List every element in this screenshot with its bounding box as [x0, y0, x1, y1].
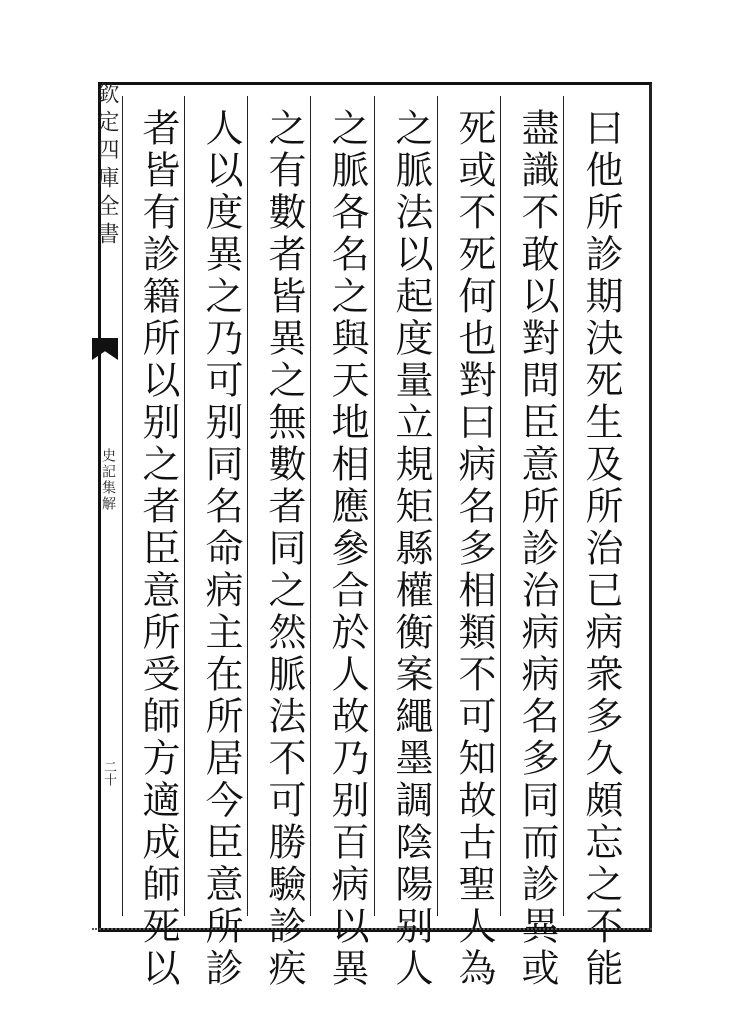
margin-title: 欽定四庫全書 [94, 82, 119, 250]
bottom-edge [92, 928, 652, 934]
text-column-4: 之脈法以起度量立規矩縣權衡案繩墨調陰陽别人 [389, 108, 433, 990]
text-column-8: 者皆有診籍所以别之者臣意所受師方適成師死以 [136, 108, 180, 990]
book-title: 史記集解 [100, 448, 116, 512]
text-column-2: 盡識不敢以對問臣意所診治病病名多同而診異或 [515, 108, 559, 990]
text-column-3: 死或不死何也對曰病名多相類不可知故古聖人為 [452, 108, 496, 990]
page-number: 二十 [101, 760, 116, 786]
text-column-7: 人以度異之乃可别同名命病主在所居今臣意所診 [199, 108, 243, 990]
text-column-6: 之有數者皆異之無數者同之然脈法不可勝驗診疾 [262, 108, 306, 990]
text-column-5: 之脈各名之與天地相應參合於人故乃别百病以異 [325, 108, 369, 990]
column-rule [122, 96, 123, 916]
text-column-1: 曰他所診期決死生及所治已病衆多久頗忘之不能 [579, 108, 623, 990]
